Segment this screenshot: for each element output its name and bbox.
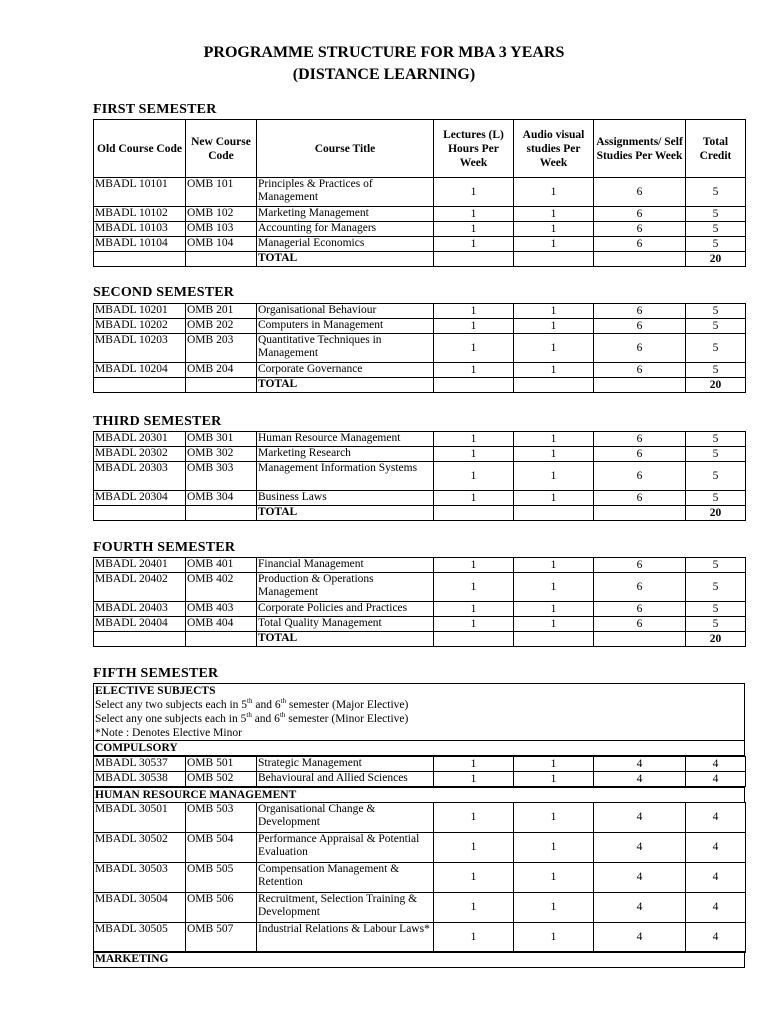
new-course-code: OMB 301	[186, 432, 257, 447]
table-row	[94, 432, 746, 447]
audio-visual-hours: 1	[514, 863, 594, 893]
empty-cell	[94, 632, 186, 647]
assignment-hours: 4	[594, 893, 686, 923]
total-credit: 5	[686, 617, 746, 632]
assignment-hours: 6	[594, 334, 686, 363]
new-course-code: OMB 401	[186, 558, 257, 573]
total-credit: 4	[686, 803, 746, 833]
audio-visual-hours: 1	[514, 491, 594, 506]
total-credit: 4	[686, 833, 746, 863]
lecture-hours: 1	[434, 491, 514, 506]
elective-heading: ELECTIVE SUBJECTS	[95, 685, 216, 697]
new-course-code: OMB 504	[186, 833, 257, 863]
lecture-hours: 1	[434, 863, 514, 893]
course-title: Marketing Management	[257, 207, 434, 222]
total-credit: 5	[686, 304, 746, 319]
empty-cell	[594, 632, 686, 647]
course-title: Compensation Management & Retention	[257, 863, 434, 893]
old-course-code: MBADL 20403	[94, 602, 186, 617]
new-course-code: OMB 404	[186, 617, 257, 632]
total-credit: 4	[686, 893, 746, 923]
total-credit: 4	[686, 757, 746, 772]
audio-visual-hours: 1	[514, 923, 594, 953]
new-course-code: OMB 103	[186, 222, 257, 237]
table-row	[94, 447, 746, 462]
old-course-code: MBADL 30501	[94, 803, 186, 833]
old-course-code: MBADL 10102	[94, 207, 186, 222]
assignment-hours: 6	[594, 447, 686, 462]
lecture-hours: 1	[434, 432, 514, 447]
total-row	[94, 506, 746, 521]
audio-visual-hours: 1	[514, 319, 594, 334]
audio-visual-hours: 1	[514, 602, 594, 617]
marketing-heading: MARKETING	[95, 953, 169, 965]
new-course-code: OMB 505	[186, 863, 257, 893]
lecture-hours: 1	[434, 334, 514, 363]
total-credit: 5	[686, 602, 746, 617]
new-course-code: OMB 201	[186, 304, 257, 319]
total-credit: 5	[686, 558, 746, 573]
total-credit: 4	[686, 772, 746, 787]
course-title: Production & Operations Management	[257, 573, 434, 602]
total-credit: 5	[686, 334, 746, 363]
audio-visual-hours: 1	[514, 447, 594, 462]
new-course-code: OMB 203	[186, 334, 257, 363]
lecture-hours: 1	[434, 178, 514, 207]
empty-cell	[434, 506, 514, 521]
old-course-code: MBADL 20401	[94, 558, 186, 573]
table-row	[94, 893, 746, 923]
column-header: New Course Code	[186, 120, 257, 178]
audio-visual-hours: 1	[514, 432, 594, 447]
new-course-code: OMB 104	[186, 237, 257, 252]
empty-cell	[514, 506, 594, 521]
assignment-hours: 6	[594, 222, 686, 237]
new-course-code: OMB 102	[186, 207, 257, 222]
lecture-hours: 1	[434, 319, 514, 334]
table-row	[94, 923, 746, 953]
total-value: 20	[686, 378, 746, 393]
empty-cell	[514, 378, 594, 393]
marketing-heading-box	[93, 951, 745, 968]
old-course-code: MBADL 20301	[94, 432, 186, 447]
semester-heading: FOURTH SEMESTER	[93, 540, 236, 555]
old-course-code: MBADL 10201	[94, 304, 186, 319]
semester-heading: FIRST SEMESTER	[93, 102, 217, 117]
course-title: Business Laws	[257, 491, 434, 506]
assignment-hours: 6	[594, 178, 686, 207]
lecture-hours: 1	[434, 222, 514, 237]
old-course-code: MBADL 30502	[94, 833, 186, 863]
total-row	[94, 378, 746, 393]
old-course-code: MBADL 10101	[94, 178, 186, 207]
audio-visual-hours: 1	[514, 462, 594, 491]
audio-visual-hours: 1	[514, 558, 594, 573]
assignment-hours: 6	[594, 491, 686, 506]
empty-cell	[514, 252, 594, 267]
total-credit: 5	[686, 237, 746, 252]
course-title: Corporate Policies and Practices	[257, 602, 434, 617]
hrm-heading: HUMAN RESOURCE MANAGEMENT	[95, 789, 297, 801]
elective-note: *Note : Denotes Elective Minor	[95, 727, 242, 739]
new-course-code: OMB 303	[186, 462, 257, 491]
new-course-code: OMB 304	[186, 491, 257, 506]
assignment-hours: 6	[594, 304, 686, 319]
audio-visual-hours: 1	[514, 833, 594, 863]
empty-cell	[94, 506, 186, 521]
table-row	[94, 222, 746, 237]
table-row	[94, 803, 746, 833]
empty-cell	[594, 506, 686, 521]
assignment-hours: 6	[594, 432, 686, 447]
page-title: PROGRAMME STRUCTURE FOR MBA 3 YEARS	[203, 44, 565, 61]
old-course-code: MBADL 30504	[94, 893, 186, 923]
old-course-code: MBADL 20303	[94, 462, 186, 491]
old-course-code: MBADL 10202	[94, 319, 186, 334]
audio-visual-hours: 1	[514, 772, 594, 787]
hrm-table	[93, 802, 746, 953]
old-course-code: MBADL 20304	[94, 491, 186, 506]
table-row	[94, 207, 746, 222]
column-header: Assignments/ Self Studies Per Week	[594, 120, 686, 178]
course-title: Strategic Management	[257, 757, 434, 772]
old-course-code: MBADL 30538	[94, 772, 186, 787]
empty-cell	[434, 632, 514, 647]
table-row	[94, 237, 746, 252]
empty-cell	[94, 378, 186, 393]
total-label: TOTAL	[257, 632, 434, 647]
empty-cell	[186, 506, 257, 521]
course-title: Quantitative Techniques in Management	[257, 334, 434, 363]
assignment-hours: 6	[594, 319, 686, 334]
table-row	[94, 558, 746, 573]
total-label: TOTAL	[257, 378, 434, 393]
lecture-hours: 1	[434, 602, 514, 617]
assignment-hours: 6	[594, 573, 686, 602]
audio-visual-hours: 1	[514, 617, 594, 632]
compulsory-heading: COMPULSORY	[94, 740, 744, 755]
column-header: Audio visual studies Per Week	[514, 120, 594, 178]
page-subtitle: (DISTANCE LEARNING)	[292, 66, 476, 83]
course-title: Computers in Management	[257, 319, 434, 334]
new-course-code: OMB 502	[186, 772, 257, 787]
table-row	[94, 833, 746, 863]
assignment-hours: 4	[594, 833, 686, 863]
course-title: Marketing Research	[257, 447, 434, 462]
lecture-hours: 1	[434, 447, 514, 462]
table-row	[94, 573, 746, 602]
course-title: Managerial Economics	[257, 237, 434, 252]
assignment-hours: 6	[594, 602, 686, 617]
total-value: 20	[686, 506, 746, 521]
old-course-code: MBADL 10103	[94, 222, 186, 237]
new-course-code: OMB 101	[186, 178, 257, 207]
old-course-code: MBADL 10104	[94, 237, 186, 252]
lecture-hours: 1	[434, 573, 514, 602]
audio-visual-hours: 1	[514, 237, 594, 252]
table-row	[94, 617, 746, 632]
semester-table	[93, 431, 746, 521]
total-credit: 5	[686, 222, 746, 237]
semester-heading: SECOND SEMESTER	[93, 285, 235, 300]
table-row	[94, 178, 746, 207]
new-course-code: OMB 402	[186, 573, 257, 602]
course-title: Financial Management	[257, 558, 434, 573]
hrm-heading-box	[93, 787, 745, 803]
empty-cell	[434, 378, 514, 393]
audio-visual-hours: 1	[514, 222, 594, 237]
new-course-code: OMB 202	[186, 319, 257, 334]
table-row	[94, 319, 746, 334]
old-course-code: MBADL 20302	[94, 447, 186, 462]
semester-table	[93, 119, 746, 267]
audio-visual-hours: 1	[514, 573, 594, 602]
table-row	[94, 334, 746, 363]
new-course-code: OMB 506	[186, 893, 257, 923]
total-row	[94, 632, 746, 647]
assignment-hours: 4	[594, 803, 686, 833]
total-credit: 5	[686, 432, 746, 447]
audio-visual-hours: 1	[514, 178, 594, 207]
course-title: Industrial Relations & Labour Laws*	[257, 923, 434, 953]
empty-cell	[186, 378, 257, 393]
course-title: Accounting for Managers	[257, 222, 434, 237]
column-header: Total Credit	[686, 120, 746, 178]
total-credit: 5	[686, 178, 746, 207]
table-row	[94, 757, 746, 772]
lecture-hours: 1	[434, 237, 514, 252]
total-credit: 4	[686, 863, 746, 893]
old-course-code: MBADL 30505	[94, 923, 186, 953]
course-title: Human Resource Management	[257, 432, 434, 447]
new-course-code: OMB 302	[186, 447, 257, 462]
total-credit: 5	[686, 491, 746, 506]
course-title: Behavioural and Allied Sciences	[257, 772, 434, 787]
new-course-code: OMB 507	[186, 923, 257, 953]
old-course-code: MBADL 30537	[94, 757, 186, 772]
empty-cell	[594, 252, 686, 267]
lecture-hours: 1	[434, 833, 514, 863]
new-course-code: OMB 503	[186, 803, 257, 833]
audio-visual-hours: 1	[514, 363, 594, 378]
audio-visual-hours: 1	[514, 757, 594, 772]
total-credit: 5	[686, 363, 746, 378]
assignment-hours: 6	[594, 363, 686, 378]
total-label: TOTAL	[257, 506, 434, 521]
total-value: 20	[686, 632, 746, 647]
table-row	[94, 363, 746, 378]
total-credit: 5	[686, 462, 746, 491]
semester-table	[93, 303, 746, 393]
total-credit: 5	[686, 319, 746, 334]
course-title: Organisational Change & Development	[257, 803, 434, 833]
elective-major-line: Select any two subjects each in 5th and 6th semester (Major Elective)	[95, 697, 409, 711]
lecture-hours: 1	[434, 462, 514, 491]
old-course-code: MBADL 20404	[94, 617, 186, 632]
total-label: TOTAL	[257, 252, 434, 267]
course-title: Recruitment, Selection Training & Development	[257, 893, 434, 923]
assignment-hours: 4	[594, 757, 686, 772]
table-row	[94, 462, 746, 491]
course-title: Corporate Governance	[257, 363, 434, 378]
assignment-hours: 6	[594, 558, 686, 573]
assignment-hours: 6	[594, 617, 686, 632]
empty-cell	[594, 378, 686, 393]
lecture-hours: 1	[434, 803, 514, 833]
empty-cell	[434, 252, 514, 267]
table-row	[94, 772, 746, 787]
table-row	[94, 304, 746, 319]
column-header: Lectures (L) Hours Per Week	[434, 120, 514, 178]
total-credit: 5	[686, 207, 746, 222]
assignment-hours: 6	[594, 237, 686, 252]
course-title: Management Information Systems	[257, 462, 434, 491]
lecture-hours: 1	[434, 363, 514, 378]
old-course-code: MBADL 10203	[94, 334, 186, 363]
old-course-code: MBADL 10204	[94, 363, 186, 378]
empty-cell	[94, 252, 186, 267]
total-credit: 4	[686, 923, 746, 953]
elective-info-box	[93, 683, 745, 756]
assignment-hours: 4	[594, 772, 686, 787]
lecture-hours: 1	[434, 207, 514, 222]
course-title: Total Quality Management	[257, 617, 434, 632]
empty-cell	[186, 252, 257, 267]
column-header: Course Title	[257, 120, 434, 178]
empty-cell	[514, 632, 594, 647]
lecture-hours: 1	[434, 304, 514, 319]
empty-cell	[186, 632, 257, 647]
audio-visual-hours: 1	[514, 893, 594, 923]
audio-visual-hours: 1	[514, 207, 594, 222]
lecture-hours: 1	[434, 617, 514, 632]
lecture-hours: 1	[434, 893, 514, 923]
compulsory-table	[93, 756, 746, 787]
old-course-code: MBADL 30503	[94, 863, 186, 893]
total-value: 20	[686, 252, 746, 267]
audio-visual-hours: 1	[514, 334, 594, 363]
course-title: Organisational Behaviour	[257, 304, 434, 319]
new-course-code: OMB 501	[186, 757, 257, 772]
table-row	[94, 863, 746, 893]
total-credit: 5	[686, 447, 746, 462]
elective-minor-line: Select any one subjects each in 5th and 6th semester (Minor Elective)	[95, 711, 409, 725]
semester-heading: FIFTH SEMESTER	[93, 666, 219, 681]
old-course-code: MBADL 20402	[94, 573, 186, 602]
table-header-row	[94, 120, 746, 178]
total-row	[94, 252, 746, 267]
lecture-hours: 1	[434, 772, 514, 787]
column-header: Old Course Code	[94, 120, 186, 178]
lecture-hours: 1	[434, 923, 514, 953]
new-course-code: OMB 403	[186, 602, 257, 617]
course-title: Performance Appraisal & Potential Evaluation	[257, 833, 434, 863]
assignment-hours: 4	[594, 863, 686, 893]
assignment-hours: 4	[594, 923, 686, 953]
audio-visual-hours: 1	[514, 803, 594, 833]
total-credit: 5	[686, 573, 746, 602]
assignment-hours: 6	[594, 207, 686, 222]
semester-table	[93, 557, 746, 647]
new-course-code: OMB 204	[186, 363, 257, 378]
course-title: Principles & Practices of Management	[257, 178, 434, 207]
table-row	[94, 491, 746, 506]
table-row	[94, 602, 746, 617]
assignment-hours: 6	[594, 462, 686, 491]
lecture-hours: 1	[434, 558, 514, 573]
semester-heading: THIRD SEMESTER	[93, 414, 222, 429]
audio-visual-hours: 1	[514, 304, 594, 319]
lecture-hours: 1	[434, 757, 514, 772]
